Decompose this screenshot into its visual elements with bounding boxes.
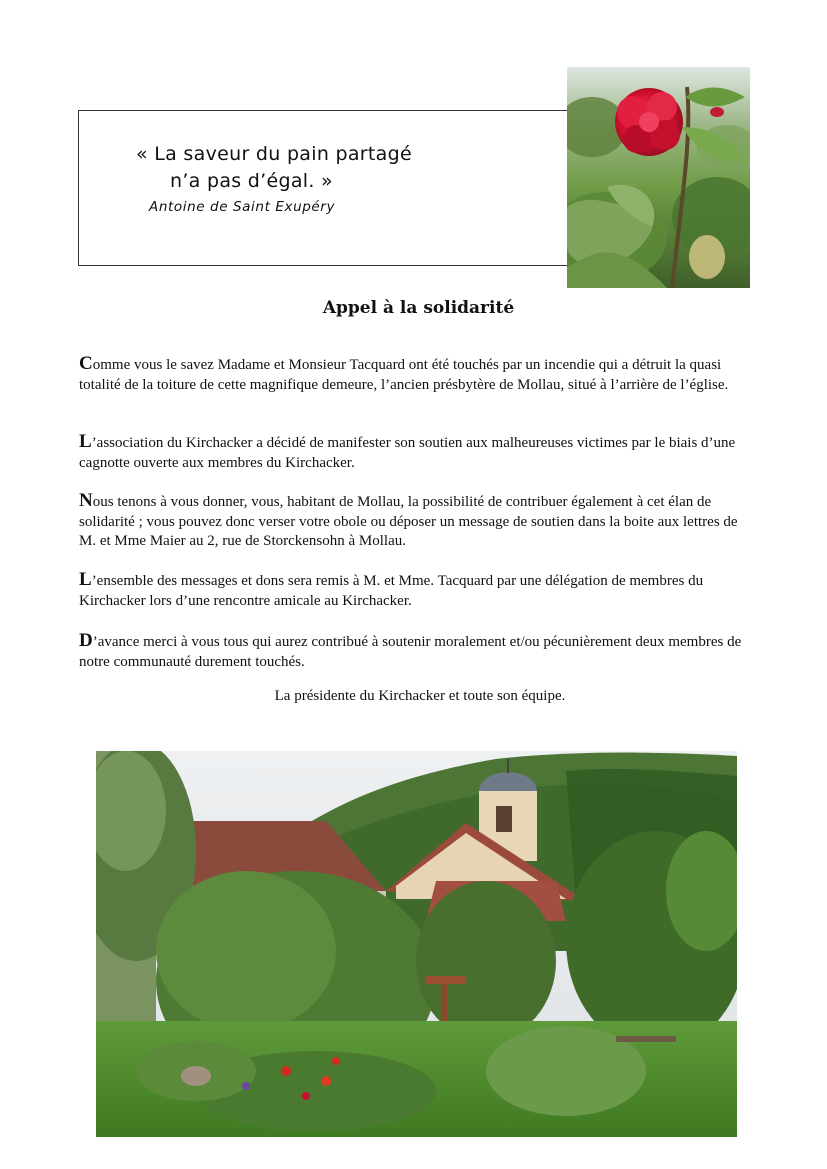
quote-line-1: « La saveur du pain partagé — [136, 143, 412, 165]
paragraph-2-text: ’association du Kirchacker a décidé de manifester son soutien aux malheureuses victimes par le biais d’une cagnotte ouverte aux membres du Kirchacker. — [79, 435, 736, 471]
paragraph-5 — [79, 631, 751, 672]
paragraph-3 — [79, 491, 751, 552]
paragraph-4-text: ’ensemble des messages et dons sera remis à M. et Mme. Tacquard par une délégation de membres du Kirchacker lors d’une rencontre amicale au Kirchacker. — [79, 573, 704, 609]
paragraph-4-initial: L — [79, 569, 92, 590]
quote-author: Antoine de Saint Exupéry — [149, 199, 336, 215]
paragraph-3-text: ous tenons à vous donner, vous, habitant de Mollau, la possibilité de contribuer également à cet élan de solidarité ; vous pouvez donc verser votre obole ou déposer un message de soutien dans la boite aux lettres de M. et Mme Maier au 2, rue de Storckensohn à Mollau. — [79, 494, 738, 549]
poppy-flower-photo — [567, 67, 750, 288]
paragraph-1-initial: C — [79, 353, 93, 374]
paragraph-5-initial: D — [79, 630, 93, 651]
quote-line-2: n’a pas d’égal. » — [170, 170, 333, 192]
paragraph-5-text: ’avance merci à vous tous qui aurez contribué à soutenir moralement et/ou pécunièrement deux membres de notre communauté durement touchés. — [79, 634, 742, 670]
page-title: Appel à la solidarité — [322, 298, 515, 318]
quote-box — [78, 110, 568, 266]
paragraph-4 — [79, 570, 751, 611]
paragraph-2 — [79, 432, 751, 473]
paragraph-1-text: omme vous le savez Madame et Monsieur Tacquard ont été touchés par un incendie qui a détruit la quasi totalité de la toiture de cette magnifique demeure, l’ancien présbytère de Mollau, situé à l’arrière de l’église. — [79, 357, 729, 393]
paragraph-3-initial: N — [79, 490, 93, 511]
signature: La présidente du Kirchacker et toute son équipe. — [274, 688, 566, 704]
church-garden-photo — [96, 751, 737, 1137]
paragraph-2-initial: L — [79, 431, 92, 452]
paragraph-1 — [79, 354, 751, 395]
